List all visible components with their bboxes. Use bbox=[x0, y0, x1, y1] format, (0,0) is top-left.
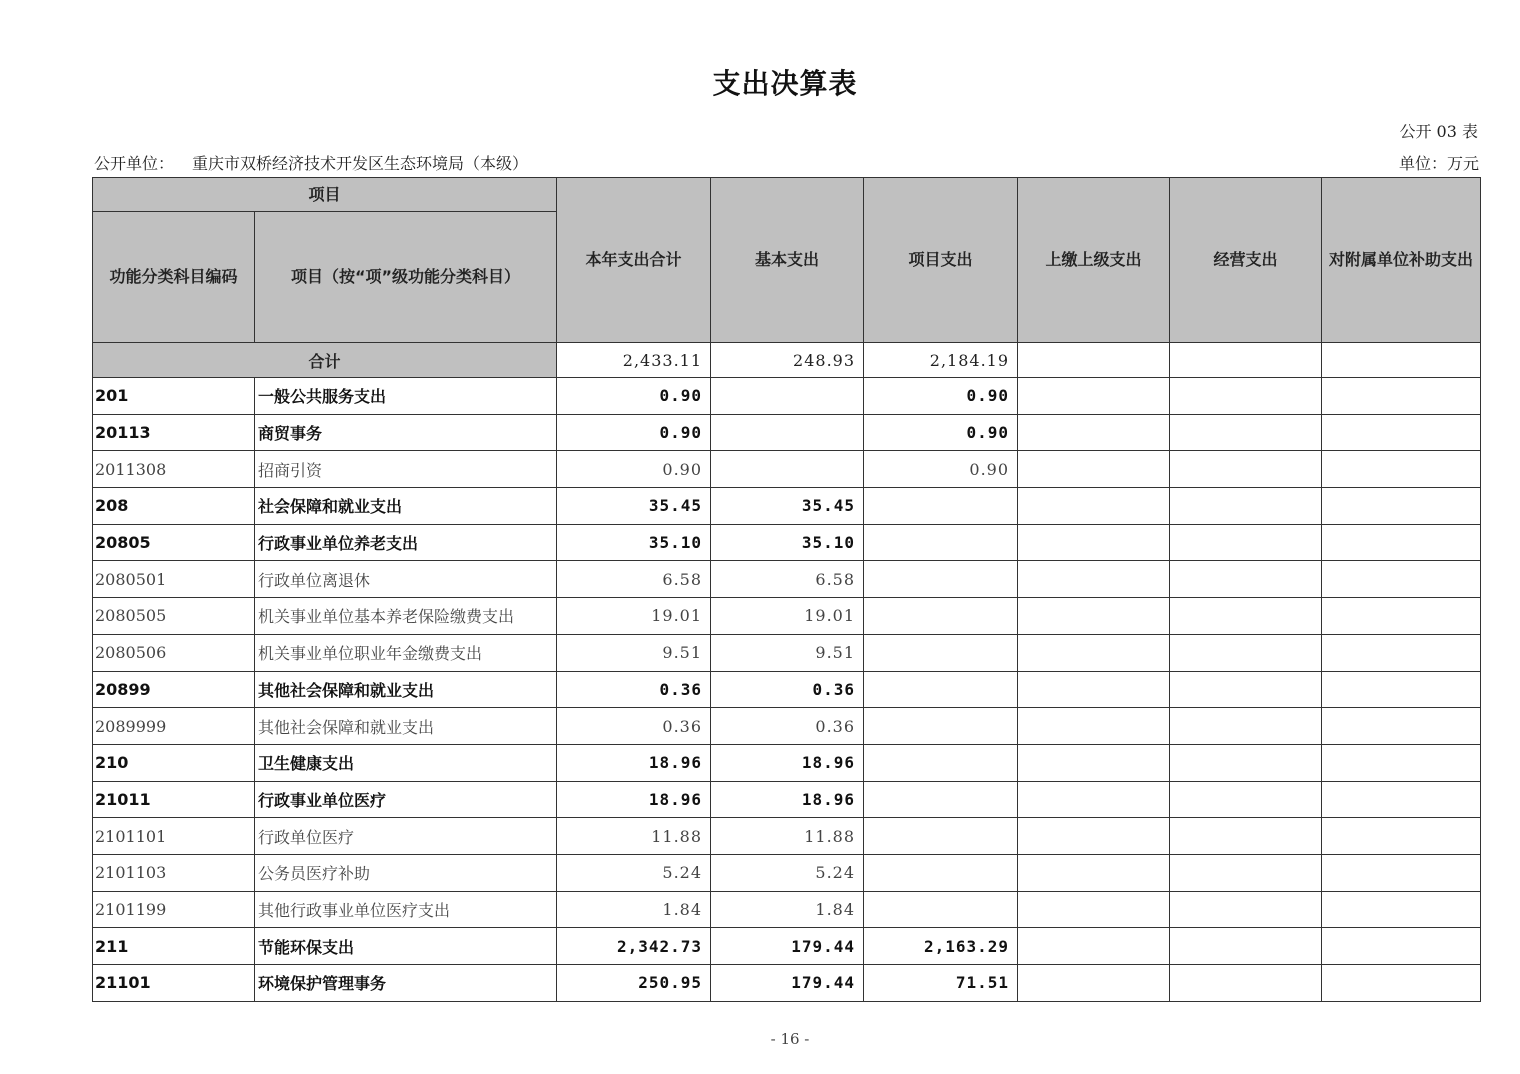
cell-business bbox=[1170, 781, 1322, 818]
cell-total: 5.24 bbox=[557, 854, 711, 891]
cell-subsidy bbox=[1322, 708, 1481, 745]
cell-basic: 5.24 bbox=[711, 854, 864, 891]
unit-label: 公开单位： bbox=[94, 154, 175, 173]
cell-subsidy bbox=[1322, 891, 1481, 928]
cell-business bbox=[1170, 378, 1322, 415]
table-row bbox=[93, 378, 1481, 415]
cell-upper bbox=[1018, 744, 1170, 781]
cell-subsidy bbox=[1322, 414, 1481, 451]
header-upper: 上缴上级支出 bbox=[1018, 178, 1170, 343]
cell-code: 2089999 bbox=[93, 708, 255, 745]
table-row bbox=[93, 928, 1481, 965]
cell-project bbox=[864, 854, 1018, 891]
cell-basic: 1.84 bbox=[711, 891, 864, 928]
total-cell-total: 2,433.11 bbox=[557, 343, 711, 378]
cell-total: 18.96 bbox=[557, 744, 711, 781]
cell-total: 0.90 bbox=[557, 378, 711, 415]
cell-project: 0.90 bbox=[864, 451, 1018, 488]
cell-project bbox=[864, 671, 1018, 708]
cell-name: 机关事业单位基本养老保险缴费支出 bbox=[255, 598, 557, 635]
table-row bbox=[93, 598, 1481, 635]
cell-total: 11.88 bbox=[557, 818, 711, 855]
header-name: 项目（按“项”级功能分类科目） bbox=[255, 212, 557, 343]
cell-code: 2080506 bbox=[93, 634, 255, 671]
cell-name: 行政事业单位养老支出 bbox=[255, 524, 557, 561]
cell-project bbox=[864, 708, 1018, 745]
cell-total: 2,342.73 bbox=[557, 928, 711, 965]
cell-upper bbox=[1018, 965, 1170, 1002]
cell-name: 公务员医疗补助 bbox=[255, 854, 557, 891]
cell-name: 行政单位医疗 bbox=[255, 818, 557, 855]
cell-basic: 6.58 bbox=[711, 561, 864, 598]
cell-code: 2101101 bbox=[93, 818, 255, 855]
cell-upper bbox=[1018, 524, 1170, 561]
cell-name: 其他行政事业单位医疗支出 bbox=[255, 891, 557, 928]
cell-subsidy bbox=[1322, 598, 1481, 635]
cell-upper bbox=[1018, 378, 1170, 415]
cell-upper bbox=[1018, 488, 1170, 525]
cell-name: 招商引资 bbox=[255, 451, 557, 488]
cell-subsidy bbox=[1322, 561, 1481, 598]
cell-upper bbox=[1018, 928, 1170, 965]
cell-basic: 179.44 bbox=[711, 928, 864, 965]
cell-upper bbox=[1018, 451, 1170, 488]
cell-name: 商贸事务 bbox=[255, 414, 557, 451]
cell-basic: 179.44 bbox=[711, 965, 864, 1002]
table-row bbox=[93, 854, 1481, 891]
cell-code: 2080505 bbox=[93, 598, 255, 635]
cell-upper bbox=[1018, 671, 1170, 708]
cell-business bbox=[1170, 965, 1322, 1002]
meta-row bbox=[94, 151, 1479, 173]
total-row bbox=[93, 343, 1481, 378]
cell-name: 其他社会保障和就业支出 bbox=[255, 708, 557, 745]
header-total: 本年支出合计 bbox=[557, 178, 711, 343]
cell-project bbox=[864, 598, 1018, 635]
cell-subsidy bbox=[1322, 818, 1481, 855]
cell-basic: 19.01 bbox=[711, 598, 864, 635]
cell-subsidy bbox=[1322, 488, 1481, 525]
cell-project bbox=[864, 561, 1018, 598]
page-title: 支出决算表 bbox=[712, 67, 858, 100]
cell-project bbox=[864, 524, 1018, 561]
cell-upper bbox=[1018, 891, 1170, 928]
cell-total: 1.84 bbox=[557, 891, 711, 928]
cell-name: 机关事业单位职业年金缴费支出 bbox=[255, 634, 557, 671]
cell-total: 0.90 bbox=[557, 414, 711, 451]
cell-subsidy bbox=[1322, 928, 1481, 965]
table-row bbox=[93, 671, 1481, 708]
table-body bbox=[93, 343, 1481, 1002]
total-cell-subsidy bbox=[1322, 343, 1481, 378]
total-label: 合计 bbox=[93, 343, 557, 378]
table-row bbox=[93, 524, 1481, 561]
table-row bbox=[93, 965, 1481, 1002]
cell-basic: 0.36 bbox=[711, 708, 864, 745]
cell-code: 2011308 bbox=[93, 451, 255, 488]
cell-project bbox=[864, 891, 1018, 928]
cell-total: 9.51 bbox=[557, 634, 711, 671]
cell-business bbox=[1170, 524, 1322, 561]
cell-code: 201 bbox=[93, 378, 255, 415]
header-basic: 基本支出 bbox=[711, 178, 864, 343]
cell-code: 21101 bbox=[93, 965, 255, 1002]
form-number: 公开 03 表 bbox=[1399, 122, 1478, 141]
cell-total: 6.58 bbox=[557, 561, 711, 598]
cell-subsidy bbox=[1322, 744, 1481, 781]
table-row bbox=[93, 708, 1481, 745]
cell-basic: 18.96 bbox=[711, 744, 864, 781]
cell-project bbox=[864, 634, 1018, 671]
cell-total: 0.36 bbox=[557, 708, 711, 745]
cell-subsidy bbox=[1322, 671, 1481, 708]
header-code: 功能分类科目编码 bbox=[93, 212, 255, 343]
cell-subsidy bbox=[1322, 524, 1481, 561]
cell-total: 19.01 bbox=[557, 598, 711, 635]
cell-total: 35.10 bbox=[557, 524, 711, 561]
cell-business bbox=[1170, 488, 1322, 525]
total-cell-project: 2,184.19 bbox=[864, 343, 1018, 378]
cell-total: 18.96 bbox=[557, 781, 711, 818]
cell-subsidy bbox=[1322, 634, 1481, 671]
cell-business bbox=[1170, 708, 1322, 745]
cell-business bbox=[1170, 451, 1322, 488]
cell-business bbox=[1170, 854, 1322, 891]
expenditure-table bbox=[92, 177, 1481, 1002]
cell-project: 0.90 bbox=[864, 378, 1018, 415]
cell-code: 20899 bbox=[93, 671, 255, 708]
cell-basic: 11.88 bbox=[711, 818, 864, 855]
cell-upper bbox=[1018, 414, 1170, 451]
table-row bbox=[93, 488, 1481, 525]
cell-upper bbox=[1018, 634, 1170, 671]
cell-basic: 0.36 bbox=[711, 671, 864, 708]
cell-basic: 35.10 bbox=[711, 524, 864, 561]
cell-name: 行政单位离退休 bbox=[255, 561, 557, 598]
cell-business bbox=[1170, 598, 1322, 635]
cell-name: 社会保障和就业支出 bbox=[255, 488, 557, 525]
cell-upper bbox=[1018, 781, 1170, 818]
cell-total: 0.36 bbox=[557, 671, 711, 708]
cell-total: 250.95 bbox=[557, 965, 711, 1002]
cell-subsidy bbox=[1322, 451, 1481, 488]
cell-subsidy bbox=[1322, 965, 1481, 1002]
cell-code: 2101103 bbox=[93, 854, 255, 891]
cell-business bbox=[1170, 744, 1322, 781]
cell-project: 2,163.29 bbox=[864, 928, 1018, 965]
cell-basic bbox=[711, 378, 864, 415]
table-row bbox=[93, 634, 1481, 671]
cell-basic: 9.51 bbox=[711, 634, 864, 671]
cell-business bbox=[1170, 414, 1322, 451]
cell-basic bbox=[711, 414, 864, 451]
cell-business bbox=[1170, 818, 1322, 855]
total-cell-upper bbox=[1018, 343, 1170, 378]
cell-code: 208 bbox=[93, 488, 255, 525]
cell-name: 节能环保支出 bbox=[255, 928, 557, 965]
page-number: - 16 - bbox=[770, 1030, 810, 1048]
cell-code: 20805 bbox=[93, 524, 255, 561]
table-row bbox=[93, 891, 1481, 928]
table-row bbox=[93, 451, 1481, 488]
cell-upper bbox=[1018, 598, 1170, 635]
header-project: 项目支出 bbox=[864, 178, 1018, 343]
cell-basic bbox=[711, 451, 864, 488]
cell-code: 211 bbox=[93, 928, 255, 965]
cell-subsidy bbox=[1322, 854, 1481, 891]
cell-basic: 35.45 bbox=[711, 488, 864, 525]
table-row bbox=[93, 818, 1481, 855]
cell-subsidy bbox=[1322, 378, 1481, 415]
cell-upper bbox=[1018, 818, 1170, 855]
cell-name: 一般公共服务支出 bbox=[255, 378, 557, 415]
cell-project bbox=[864, 781, 1018, 818]
header-subsidy: 对附属单位补助支出 bbox=[1322, 178, 1481, 343]
cell-business bbox=[1170, 561, 1322, 598]
cell-upper bbox=[1018, 854, 1170, 891]
total-cell-basic: 248.93 bbox=[711, 343, 864, 378]
cell-total: 0.90 bbox=[557, 451, 711, 488]
cell-code: 2101199 bbox=[93, 891, 255, 928]
cell-total: 35.45 bbox=[557, 488, 711, 525]
table-row bbox=[93, 744, 1481, 781]
cell-business bbox=[1170, 634, 1322, 671]
cell-upper bbox=[1018, 561, 1170, 598]
cell-subsidy bbox=[1322, 781, 1481, 818]
cell-project bbox=[864, 488, 1018, 525]
cell-project bbox=[864, 744, 1018, 781]
header-item: 项目 bbox=[93, 178, 557, 212]
cell-basic: 18.96 bbox=[711, 781, 864, 818]
total-cell-business bbox=[1170, 343, 1322, 378]
cell-project bbox=[864, 818, 1018, 855]
cell-name: 行政事业单位医疗 bbox=[255, 781, 557, 818]
cell-name: 其他社会保障和就业支出 bbox=[255, 671, 557, 708]
cell-code: 20113 bbox=[93, 414, 255, 451]
cell-name: 环境保护管理事务 bbox=[255, 965, 557, 1002]
header-business: 经营支出 bbox=[1170, 178, 1322, 343]
cell-upper bbox=[1018, 708, 1170, 745]
cell-business bbox=[1170, 671, 1322, 708]
cell-business bbox=[1170, 891, 1322, 928]
currency-unit: 单位：万元 bbox=[1398, 154, 1479, 173]
cell-code: 2080501 bbox=[93, 561, 255, 598]
table-row bbox=[93, 561, 1481, 598]
unit-info bbox=[94, 151, 528, 174]
cell-project: 71.51 bbox=[864, 965, 1018, 1002]
cell-name: 卫生健康支出 bbox=[255, 744, 557, 781]
unit-name: 重庆市双桥经济技术开发区生态环境局（本级） bbox=[192, 154, 529, 173]
table-row bbox=[93, 781, 1481, 818]
table-row bbox=[93, 414, 1481, 451]
cell-project: 0.90 bbox=[864, 414, 1018, 451]
cell-code: 21011 bbox=[93, 781, 255, 818]
cell-code: 210 bbox=[93, 744, 255, 781]
cell-business bbox=[1170, 928, 1322, 965]
